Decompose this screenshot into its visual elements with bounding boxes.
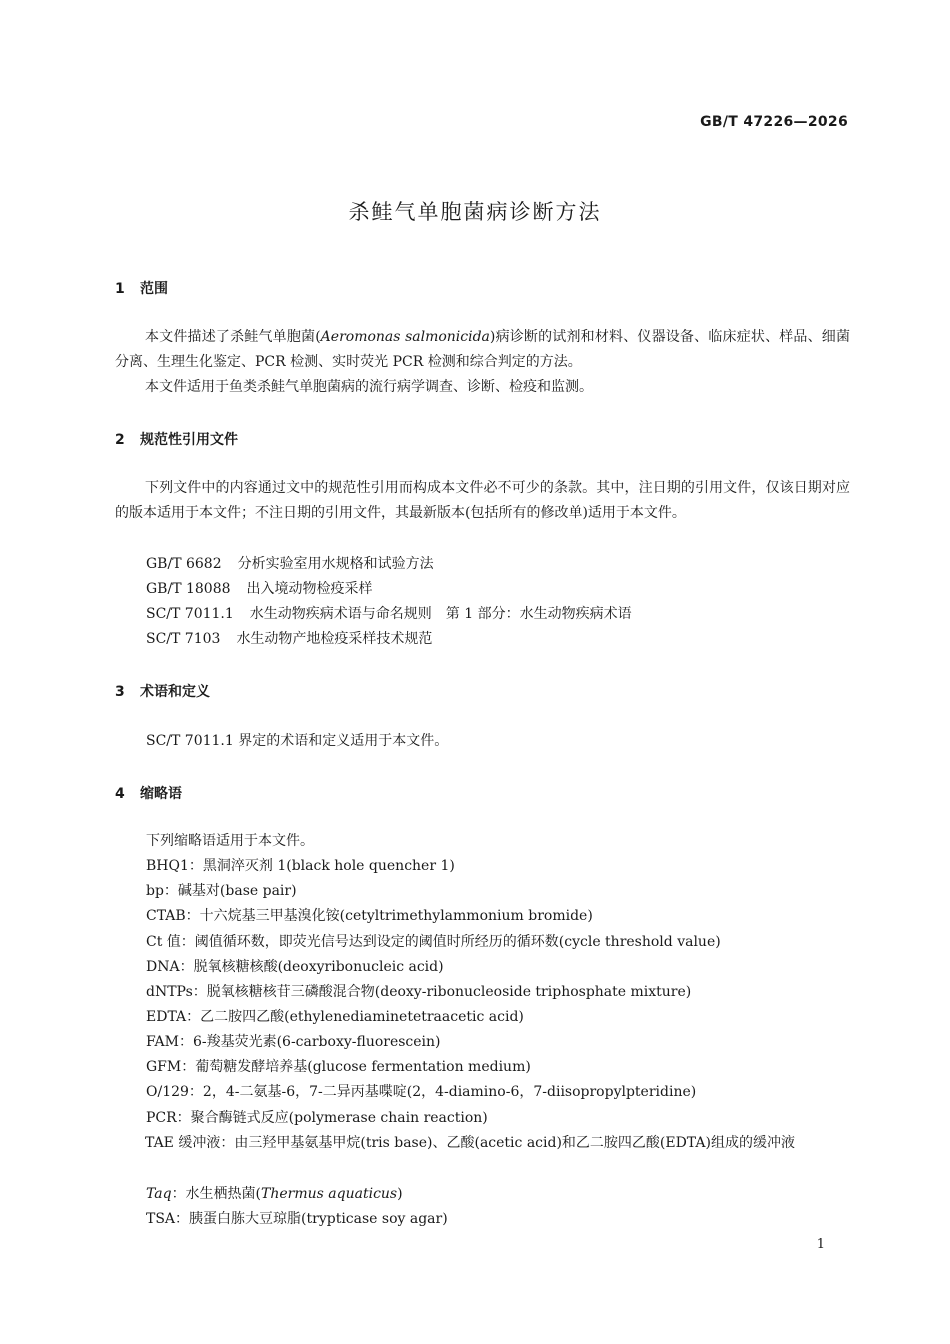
- abbreviation-item: O/129：2，4-二氨基-6，7-二异丙基喋啶(2，4-diamino-6，7-diisopropylpteridine): [146, 1084, 697, 1100]
- abbreviation-item: FAM：6-羧基荧光素(6-carboxy-fluorescein): [146, 1034, 441, 1050]
- reference-title: 水生动物疾病术语与命名规则 第 1 部分：水生动物疾病术语: [249, 606, 632, 622]
- abbreviation-item: TSA：胰蛋白胨大豆琼脂(trypticase soy agar): [146, 1211, 448, 1227]
- reference-item: [146, 627, 432, 652]
- abbreviation-item-taq: [146, 1182, 403, 1207]
- section-title: 范围: [140, 281, 168, 297]
- reference-code: GB/T 6682: [146, 556, 222, 572]
- scope-text-a: 本文件描述了杀鲑气单胞菌(: [145, 329, 321, 345]
- document-title: 杀鲑气单胞菌病诊断方法: [348, 200, 602, 224]
- abbreviation-item: dNTPs：脱氧核糖核苷三磷酸混合物(deoxy-ribonucleoside triphosphate mixture): [146, 984, 692, 1000]
- reference-code: SC/T 7011.1: [146, 606, 234, 622]
- abbreviation-item: PCR：聚合酶链式反应(polymerase chain reaction): [146, 1110, 488, 1126]
- section-2-heading: [115, 429, 238, 449]
- taq-abbr-italic: Taq: [146, 1186, 172, 1202]
- abbreviation-item: EDTA：乙二胺四乙酸(ethylenediaminetetraacetic acid): [146, 1009, 524, 1025]
- terms-paragraph: SC/T 7011.1 界定的术语和定义适用于本文件。: [146, 733, 449, 749]
- abbreviation-item: DNA：脱氧核糖核酸(deoxyribonucleic acid): [146, 959, 444, 975]
- taq-species-italic: Thermus aquaticus: [261, 1186, 398, 1202]
- reference-title: 分析实验室用水规格和试验方法: [237, 556, 434, 572]
- section-title: 缩略语: [140, 786, 182, 802]
- scope-text-b: )病诊断的试剂和材料、仪器设备、临床症状、样品、细菌分离、生理生化鉴定、PCR 检测、实时荧光 PCR 检测和综合判定的方法。: [115, 329, 850, 370]
- section-4-heading: [115, 783, 182, 803]
- abbreviation-item: BHQ1：黑洞淬灭剂 1(black hole quencher 1): [146, 858, 455, 874]
- reference-code: GB/T 18088: [146, 581, 231, 597]
- standard-code: GB/T 47226—2026: [700, 114, 848, 130]
- applicability-paragraph: 本文件适用于鱼类杀鲑气单胞菌病的流行病学调查、诊断、检疫和监测。: [145, 379, 593, 395]
- taq-text-b: ): [397, 1186, 403, 1202]
- references-intro: 下列文件中的内容通过文中的规范性引用而构成本文件必不可少的条款。其中，注日期的引用文件，仅该日期对应的版本适用于本文件；不注日期的引用文件，其最新版本(包括所有的修改单)适用于本文件。: [115, 480, 850, 521]
- species-name-italic: Aeromonas salmonicida: [320, 329, 490, 345]
- section-number: 2: [115, 432, 125, 448]
- abbreviation-item: Ct 值：阈值循环数，即荧光信号达到设定的阈值时所经历的循环数(cycle threshold value): [146, 934, 721, 950]
- abbreviation-item: GFM：葡萄糖发酵培养基(glucose fermentation medium): [146, 1059, 531, 1075]
- page-number: 1: [816, 1237, 825, 1252]
- reference-item: [146, 552, 434, 577]
- section-number: 1: [115, 281, 125, 297]
- abbreviation-item-tae: TAE 缓冲液：由三羟甲基氨基甲烷(tris base)、乙酸(acetic acid)和乙二胺四乙酸(EDTA)组成的缓冲液: [145, 1135, 795, 1151]
- abbreviations-intro: 下列缩略语适用于本文件。: [146, 833, 314, 849]
- section-number: 3: [115, 684, 125, 700]
- section-title: 规范性引用文件: [140, 432, 238, 448]
- scope-paragraph: [115, 325, 850, 375]
- abbreviation-item: bp：碱基对(base pair): [146, 883, 297, 899]
- abbreviation-item: CTAB：十六烷基三甲基溴化铵(cetyltrimethylammonium bromide): [146, 908, 593, 924]
- reference-item: [146, 602, 632, 627]
- section-title: 术语和定义: [140, 684, 210, 700]
- reference-item: [146, 577, 373, 602]
- reference-title: 出入境动物检疫采样: [246, 581, 373, 597]
- section-number: 4: [115, 786, 125, 802]
- reference-code: SC/T 7103: [146, 631, 221, 647]
- reference-title: 水生动物产地检疫采样技术规范: [236, 631, 433, 647]
- section-1-heading: [115, 278, 168, 298]
- section-3-heading: [115, 681, 210, 701]
- taq-text-a: ：水生栖热菌(: [171, 1186, 262, 1202]
